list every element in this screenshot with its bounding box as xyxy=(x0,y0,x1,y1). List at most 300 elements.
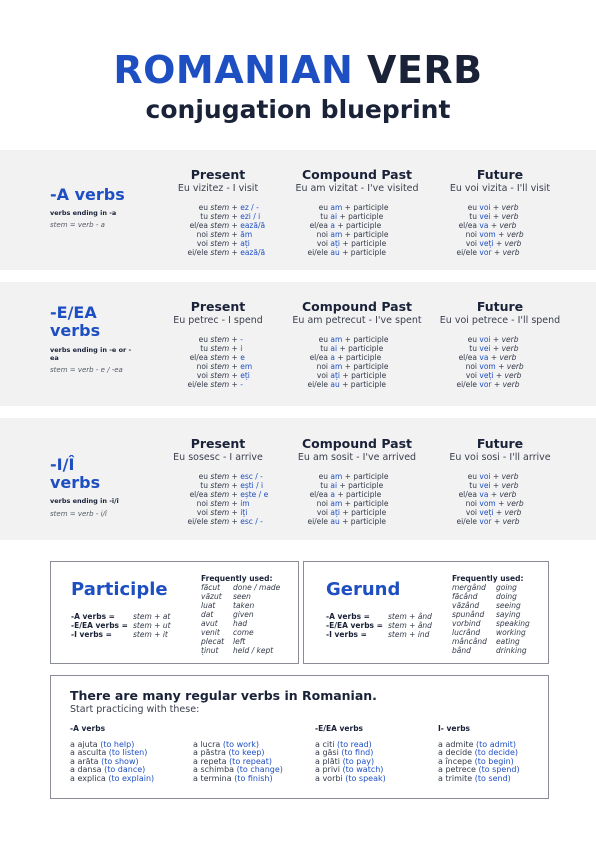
conjugation-row xyxy=(168,335,252,344)
pronoun: voi xyxy=(316,239,328,248)
english-translation: (to change) xyxy=(236,765,283,774)
tense-heading: Compound Past xyxy=(301,167,413,182)
rule-value: stem + ând xyxy=(388,621,432,630)
suffix-label: + verb xyxy=(490,203,519,212)
conjugation-row xyxy=(286,380,388,389)
conjugation-table xyxy=(168,335,252,389)
participle-frequent-heading: Frequently used: xyxy=(201,574,273,583)
conjugation-row xyxy=(286,517,388,526)
suffix-label: + participle xyxy=(342,499,389,508)
title-word-romanian: ROMANIAN xyxy=(113,48,354,92)
auxiliary: vor xyxy=(479,517,492,526)
romanian-verb: a lucra xyxy=(193,739,223,749)
romanian-verb: a plăti xyxy=(315,756,343,766)
pronoun: tu xyxy=(320,344,328,353)
tense-heading: Compound Past xyxy=(301,299,413,314)
auxiliary: vei xyxy=(479,344,491,353)
conjugation-row xyxy=(286,371,388,380)
group-i-title-line2: verbs xyxy=(50,473,101,492)
conjugation-row xyxy=(168,371,252,380)
participle-frequent-list xyxy=(201,574,280,655)
romanian-verb: a păstra xyxy=(193,748,229,757)
auxiliary: am xyxy=(330,472,343,481)
auxiliary: a xyxy=(330,221,335,230)
pronoun: voi xyxy=(465,508,477,517)
english-translation: (to pay) xyxy=(342,756,375,766)
pronoun: noi xyxy=(196,230,208,239)
pronoun: noi xyxy=(196,362,208,371)
ending: ez / - xyxy=(240,203,259,212)
pronoun: ei/ele xyxy=(456,517,477,526)
english-meaning: speaking xyxy=(496,619,530,628)
group-a-subtitle: verbs ending in -a xyxy=(50,209,117,217)
romanian-form: vorbind xyxy=(452,619,481,628)
suffix-label: + participle xyxy=(342,230,389,239)
stem-label: stem + xyxy=(210,499,241,508)
pronoun: voi xyxy=(196,508,208,517)
rule-value: stem + it xyxy=(133,630,168,639)
conjugation-row xyxy=(168,490,268,499)
ending: iți xyxy=(240,508,248,517)
conjugation-row xyxy=(168,517,268,526)
ending: im xyxy=(240,499,250,508)
auxiliary: vor xyxy=(479,380,492,389)
pronoun: eu xyxy=(318,203,328,212)
conjugation-row xyxy=(286,353,388,362)
group-i-stem: stem = verb - i/î xyxy=(50,510,107,518)
english-translation: (to keep) xyxy=(228,748,265,757)
auxiliary: au xyxy=(330,517,340,526)
auxiliary: ai xyxy=(330,481,338,490)
auxiliary: vom xyxy=(479,499,496,508)
auxiliary: va xyxy=(479,353,489,362)
conjugation-row xyxy=(168,221,265,230)
conjugation-row xyxy=(435,248,524,257)
pronoun: noi xyxy=(316,362,328,371)
suffix-label: + verb xyxy=(491,248,520,257)
suffix-label: + participle xyxy=(342,362,389,371)
conjugation-row xyxy=(435,499,524,508)
auxiliary: au xyxy=(330,380,340,389)
stem-label: stem + xyxy=(210,203,241,212)
pronoun: tu xyxy=(320,481,328,490)
romanian-verb: a arăta xyxy=(70,756,102,766)
page-title xyxy=(0,48,596,92)
english-meaning: working xyxy=(496,628,526,637)
group-e-stem: stem = verb - e / -ea xyxy=(50,366,123,374)
pronoun: eu xyxy=(467,335,477,344)
participle-rule-row xyxy=(71,621,171,630)
group-e-title-line1: -E/EA xyxy=(50,303,97,322)
romanian-form: mâncând xyxy=(452,637,487,646)
english-translation: (to watch) xyxy=(342,765,384,774)
gerund-frequent-row xyxy=(452,592,530,601)
conjugation-table xyxy=(435,472,524,526)
english-meaning: taken xyxy=(233,601,255,610)
conjugation-table xyxy=(286,472,388,526)
romanian-form: văzut xyxy=(201,592,222,601)
conjugation-row xyxy=(286,203,388,212)
pronoun: noi xyxy=(465,230,477,239)
suffix-label: + participle xyxy=(335,221,382,230)
regular-verb-column xyxy=(438,725,520,783)
romanian-form: venit xyxy=(201,628,220,637)
suffix-label: + participle xyxy=(339,248,386,257)
pronoun: ei/ele xyxy=(456,248,477,257)
stem-label: stem + xyxy=(210,371,241,380)
english-meaning: held / kept xyxy=(233,646,274,655)
pronoun: noi xyxy=(196,499,208,508)
romanian-form: avut xyxy=(201,619,218,628)
english-meaning: left xyxy=(233,637,246,646)
regular-verb-item xyxy=(438,775,520,784)
conjugation-row xyxy=(286,230,388,239)
suffix-label: + participle xyxy=(339,380,386,389)
gerund-rules xyxy=(326,612,432,639)
auxiliary: am xyxy=(330,230,343,239)
ending: ăm xyxy=(240,230,253,239)
suffix-label: + verb xyxy=(490,335,519,344)
regular-verb-group-heading: -A verbs xyxy=(70,724,106,733)
pronoun: eu xyxy=(198,335,208,344)
stem-label: stem + xyxy=(210,248,241,257)
regular-verb-column xyxy=(315,725,386,783)
tense-example: Eu vizitez - I visit xyxy=(177,183,259,194)
conjugation-row xyxy=(168,353,252,362)
conjugation-row xyxy=(435,203,524,212)
pronoun: tu xyxy=(469,344,477,353)
tense-heading: Future xyxy=(476,167,524,182)
pronoun: noi xyxy=(465,362,477,371)
auxiliary: voi xyxy=(479,203,491,212)
conjugation-row xyxy=(286,508,388,517)
rule-value: stem + at xyxy=(133,612,171,621)
stem-label: stem + xyxy=(210,239,241,248)
romanian-verb: a schimba xyxy=(193,765,237,774)
romanian-verb: a termina xyxy=(193,773,235,783)
pronoun: el/ea xyxy=(458,353,477,362)
tense-heading: Compound Past xyxy=(301,436,413,451)
suffix-label: + participle xyxy=(337,344,384,353)
pronoun: noi xyxy=(316,230,328,239)
gerund-frequent-row xyxy=(452,583,530,592)
stem-label: stem + xyxy=(210,212,241,221)
ending: ezi / i xyxy=(240,212,261,221)
conjugation-row xyxy=(286,248,388,257)
pronoun: ei/ele xyxy=(187,248,208,257)
suffix-label: + participle xyxy=(340,371,387,380)
pronoun: ei/ele xyxy=(456,380,477,389)
tense-example: Eu am sosit - I've arrived xyxy=(297,452,417,463)
rule-label: -I verbs = xyxy=(71,630,112,639)
group-i-subtitle: verbs ending in -i/î xyxy=(50,497,119,505)
english-translation: (to speak) xyxy=(345,773,386,783)
conjugation-row xyxy=(168,230,265,239)
english-translation: (to read) xyxy=(336,739,372,749)
pronoun: voi xyxy=(316,508,328,517)
conjugation-row xyxy=(435,371,524,380)
gerund-frequent-list xyxy=(452,574,530,655)
ending: - xyxy=(240,380,243,389)
rule-label: -A verbs = xyxy=(326,612,370,621)
pronoun: el/ea xyxy=(458,221,477,230)
participle-rule-row xyxy=(71,612,171,621)
conjugation-row xyxy=(168,499,268,508)
stem-label: stem + xyxy=(210,344,241,353)
conjugation-row xyxy=(286,499,388,508)
romanian-verb: a trimite xyxy=(438,773,475,783)
pronoun: tu xyxy=(200,212,208,221)
participle-rule-row xyxy=(71,630,171,639)
pronoun: ei/ele xyxy=(187,380,208,389)
pronoun: noi xyxy=(465,499,477,508)
pronoun: voi xyxy=(465,239,477,248)
ending: - xyxy=(240,335,243,344)
pronoun: voi xyxy=(196,239,208,248)
rule-label: -E/EA verbs = xyxy=(71,621,128,630)
conjugation-row xyxy=(435,221,524,230)
group-e-subtitle-line1: verbs ending in -e or - xyxy=(50,346,132,354)
tense-column xyxy=(282,437,432,464)
conjugation-row xyxy=(168,203,265,212)
pronoun: eu xyxy=(467,203,477,212)
romanian-form: ținut xyxy=(201,646,219,655)
romanian-verb: a petrece xyxy=(438,765,479,774)
ending: ează/ă xyxy=(240,248,266,257)
pronoun: el/ea xyxy=(309,353,328,362)
suffix-label: + verb xyxy=(491,517,520,526)
auxiliary: ați xyxy=(330,508,341,517)
conjugation-row xyxy=(286,335,388,344)
conjugation-table xyxy=(435,203,524,257)
suffix-label: + verb xyxy=(490,344,519,353)
pronoun: voi xyxy=(196,371,208,380)
pronoun: el/ea xyxy=(189,353,208,362)
stem-label: stem + xyxy=(210,380,241,389)
conjugation-row xyxy=(435,508,524,517)
suffix-label: + verb xyxy=(488,490,517,499)
english-translation: (to admit) xyxy=(476,739,516,749)
romanian-verb: a începe xyxy=(438,756,475,766)
tense-heading: Future xyxy=(476,299,524,314)
english-translation: (to repeat) xyxy=(229,756,272,766)
ending: e xyxy=(240,353,245,362)
regular-verb-column xyxy=(70,725,154,783)
auxiliary: va xyxy=(479,490,489,499)
pronoun: voi xyxy=(465,371,477,380)
romanian-verb: a repeta xyxy=(193,756,230,766)
gerund-rule-row xyxy=(326,630,432,639)
conjugation-row xyxy=(286,212,388,221)
conjugation-table xyxy=(286,335,388,389)
regular-verb-item xyxy=(315,775,386,784)
conjugation-row xyxy=(435,362,524,371)
conjugation-row xyxy=(168,508,268,517)
group-a-title: -A verbs xyxy=(50,185,125,204)
romanian-form: luat xyxy=(201,601,216,610)
pronoun: ei/ele xyxy=(187,517,208,526)
gerund-frequent-row xyxy=(452,601,530,610)
english-translation: (to decide) xyxy=(474,748,519,757)
romanian-verb: a decide xyxy=(438,748,475,757)
auxiliary: voi xyxy=(479,472,491,481)
romanian-verb: a citi xyxy=(315,739,337,749)
ending: esc / - xyxy=(240,517,263,526)
auxiliary: vom xyxy=(479,362,496,371)
group-e-title-line2: verbs xyxy=(50,321,101,340)
stem-label: stem + xyxy=(210,481,241,490)
rule-value: stem + ut xyxy=(133,621,171,630)
conjugation-row xyxy=(286,239,388,248)
suffix-label: + participle xyxy=(335,490,382,499)
english-meaning: seeing xyxy=(496,601,521,610)
page-header xyxy=(0,48,596,126)
auxiliary: am xyxy=(330,362,343,371)
tense-example: Eu am petrecut - I've spent xyxy=(292,315,422,326)
tense-example: Eu voi petrece - I'll spend xyxy=(439,315,561,326)
romanian-verb: a privi xyxy=(315,765,343,774)
english-meaning: drinking xyxy=(496,646,527,655)
auxiliary: ai xyxy=(330,344,338,353)
tense-column xyxy=(143,437,293,464)
conjugation-table xyxy=(435,335,524,389)
conjugation-row xyxy=(435,472,524,481)
english-translation: (to listen) xyxy=(108,748,148,757)
group-i-title-line1: -I/Î xyxy=(50,455,75,474)
gerund-rule-row xyxy=(326,612,432,621)
participle-title: Participle xyxy=(71,579,168,600)
auxiliary: voi xyxy=(479,335,491,344)
participle-frequent-row xyxy=(201,583,280,592)
pronoun: tu xyxy=(469,481,477,490)
pronoun: ei/ele xyxy=(307,380,328,389)
ending: eți xyxy=(240,371,250,380)
conjugation-row xyxy=(435,353,524,362)
auxiliary: veți xyxy=(479,371,494,380)
participle-rules xyxy=(71,612,171,639)
pronoun: eu xyxy=(318,472,328,481)
gerund-frequent-row xyxy=(452,619,530,628)
romanian-form: lucrând xyxy=(452,628,481,637)
english-translation: (to explain) xyxy=(108,773,155,783)
auxiliary: vor xyxy=(479,248,492,257)
tense-column xyxy=(143,168,293,195)
romanian-form: făcut xyxy=(201,583,221,592)
conjugation-row xyxy=(168,481,268,490)
conjugation-table xyxy=(168,472,268,526)
romanian-form: văzând xyxy=(452,601,480,610)
romanian-form: dat xyxy=(201,610,214,619)
auxiliary: ați xyxy=(330,239,341,248)
suffix-label: + verb xyxy=(488,353,517,362)
english-meaning: eating xyxy=(496,637,520,646)
suffix-label: + participle xyxy=(339,517,386,526)
suffix-label: + participle xyxy=(342,203,389,212)
conjugation-row xyxy=(286,221,388,230)
pronoun: voi xyxy=(316,371,328,380)
participle-frequent-row xyxy=(201,619,280,628)
regular-verb-item xyxy=(193,775,283,784)
tense-example: Eu voi vizita - I'll visit xyxy=(449,183,551,194)
ending: em xyxy=(240,362,253,371)
tense-column xyxy=(282,168,432,195)
english-translation: (to work) xyxy=(222,739,260,749)
pronoun: tu xyxy=(200,344,208,353)
ending: ește / e xyxy=(240,490,269,499)
gerund-box xyxy=(303,561,549,664)
conjugation-row xyxy=(286,362,388,371)
participle-frequent-row xyxy=(201,646,280,655)
suffix-label: + participle xyxy=(342,472,389,481)
english-meaning: doing xyxy=(496,592,517,601)
romanian-form: făcând xyxy=(452,592,478,601)
conjugation-row xyxy=(168,248,265,257)
pronoun: el/ea xyxy=(458,490,477,499)
stem-label: stem + xyxy=(210,353,241,362)
english-translation: (to finish) xyxy=(234,773,273,783)
suffix-label: + verb xyxy=(488,221,517,230)
auxiliary: vei xyxy=(479,481,491,490)
romanian-verb: a admite xyxy=(438,739,477,749)
auxiliary: veți xyxy=(479,239,494,248)
stem-label: stem + xyxy=(210,335,241,344)
rule-value: stem + ind xyxy=(388,630,430,639)
group-a-stem: stem = verb - a xyxy=(50,221,105,229)
conjugation-row xyxy=(435,239,524,248)
rule-label: -I verbs = xyxy=(326,630,367,639)
auxiliary: am xyxy=(330,335,343,344)
romanian-form: spunând xyxy=(452,610,485,619)
pronoun: tu xyxy=(320,212,328,221)
romanian-verb: a ajuta xyxy=(70,739,101,749)
pronoun: tu xyxy=(469,212,477,221)
gerund-frequent-row xyxy=(452,628,530,637)
romanian-verb: a asculta xyxy=(70,748,109,757)
pronoun: eu xyxy=(198,472,208,481)
auxiliary: vom xyxy=(479,230,496,239)
tense-heading: Present xyxy=(190,436,246,451)
tense-example: Eu sosesc - I arrive xyxy=(173,452,263,463)
tense-example: Eu voi sosi - I'll arrive xyxy=(449,452,551,463)
gerund-rule-row xyxy=(326,621,432,630)
tense-example: Eu am vizitat - I've visited xyxy=(295,183,419,194)
page-subtitle: conjugation blueprint xyxy=(145,95,451,124)
english-translation: (to begin) xyxy=(474,756,514,766)
english-translation: (to send) xyxy=(474,773,511,783)
participle-box xyxy=(50,561,299,664)
english-meaning: come xyxy=(233,628,254,637)
regular-verb-item xyxy=(70,775,154,784)
romanian-form: mergând xyxy=(452,583,486,592)
tense-column xyxy=(282,300,432,327)
pronoun: eu xyxy=(318,335,328,344)
stem-label: stem + xyxy=(210,490,241,499)
conjugation-row xyxy=(168,344,252,353)
english-translation: (to help) xyxy=(100,739,135,749)
english-meaning: done / made xyxy=(233,583,281,592)
rule-label: -A verbs = xyxy=(71,612,115,621)
pronoun: eu xyxy=(198,203,208,212)
pronoun: ei/ele xyxy=(307,517,328,526)
auxiliary: a xyxy=(330,490,335,499)
conjugation-row xyxy=(435,212,524,221)
pronoun: el/ea xyxy=(309,490,328,499)
conjugation-row xyxy=(168,472,268,481)
suffix-label: + verb xyxy=(495,499,524,508)
suffix-label: + verb xyxy=(493,371,522,380)
pronoun: el/ea xyxy=(189,490,208,499)
gerund-frequent-row xyxy=(452,637,530,646)
